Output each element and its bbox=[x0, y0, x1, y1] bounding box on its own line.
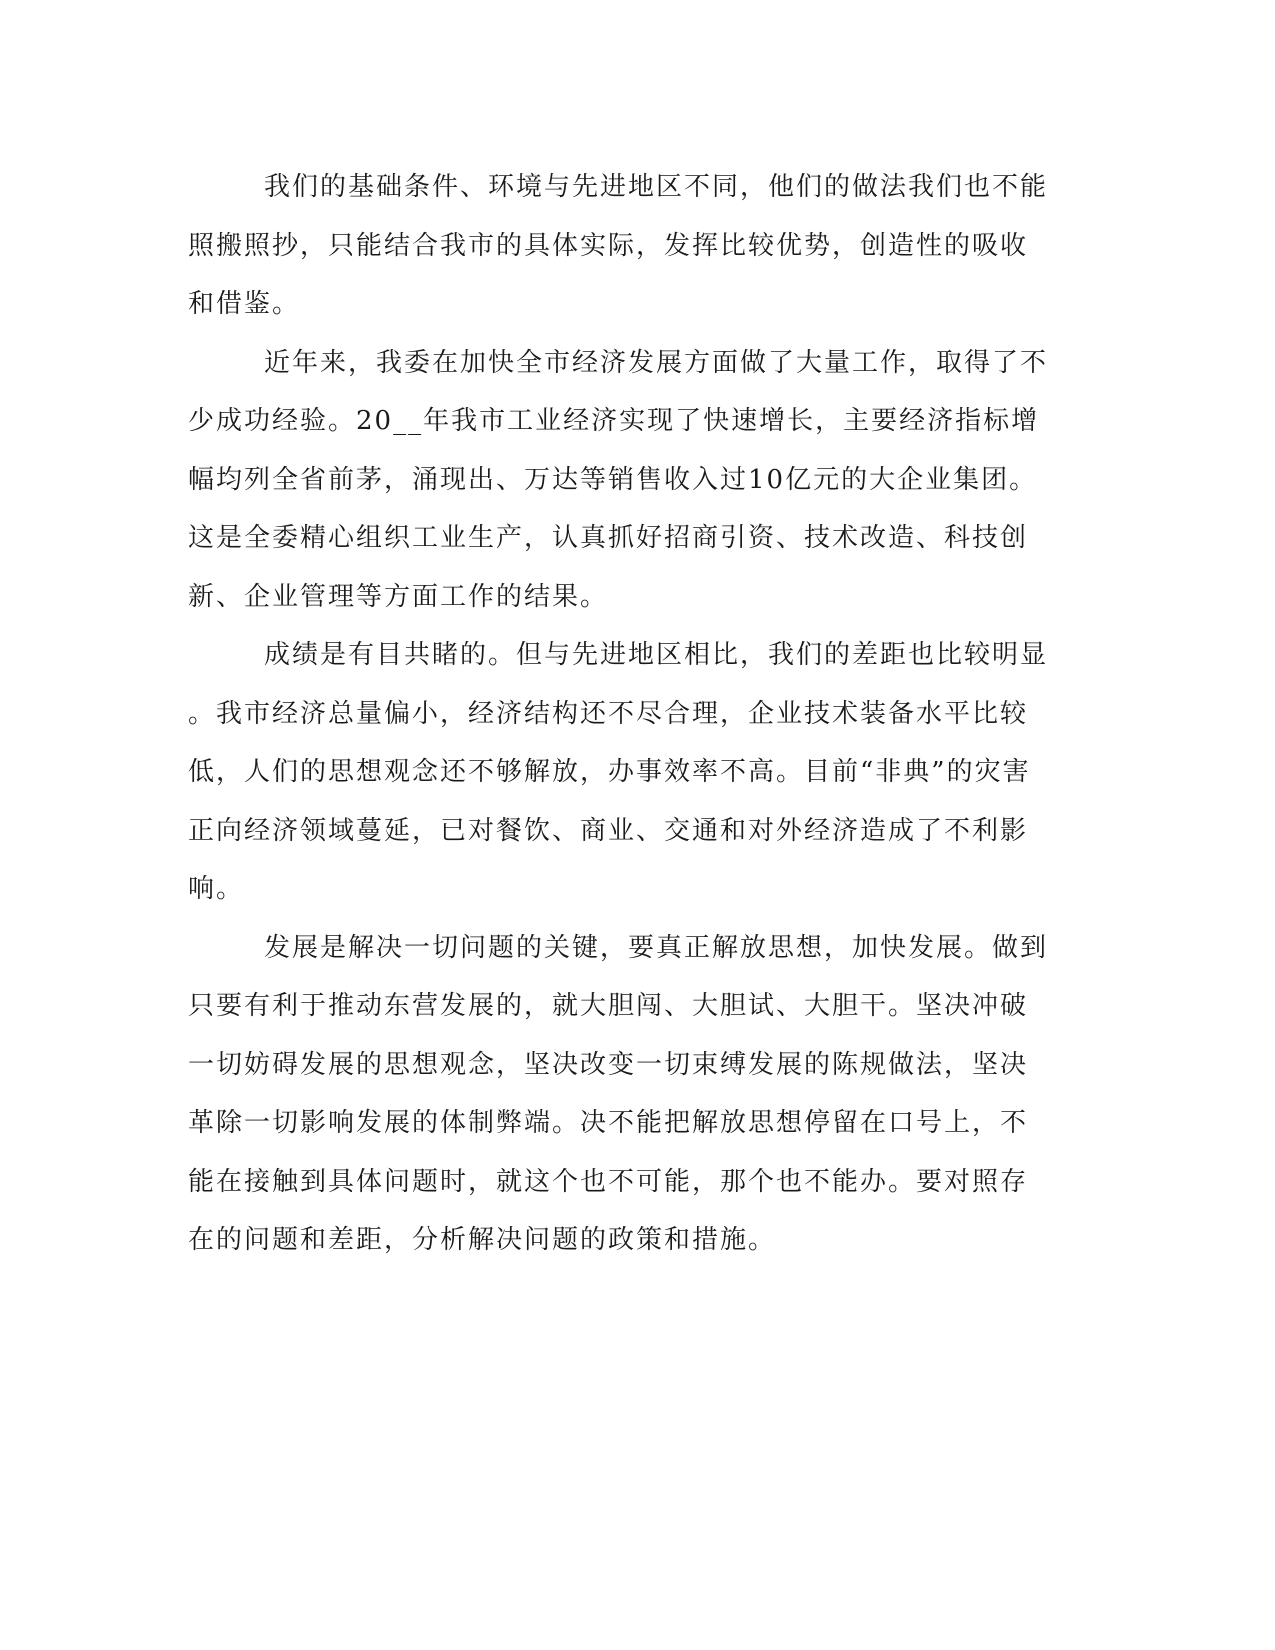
paragraph-line: 在的问题和差距，分析解决问题的政策和措施。 bbox=[188, 1225, 777, 1255]
paragraph-1 bbox=[188, 158, 1078, 334]
paragraph-line: 新、企业管理等方面工作的结果。 bbox=[188, 581, 609, 612]
paragraph-3 bbox=[188, 626, 1078, 919]
paragraph-2 bbox=[188, 334, 1078, 627]
paragraph-4 bbox=[188, 919, 1078, 1270]
paragraph-line: 和借鉴。 bbox=[188, 289, 301, 319]
paragraph-line: 革除一切影响发展的体制弊端。决不能把解放思想停留在口号上，不 bbox=[188, 1108, 1029, 1138]
paragraph-line: 响。 bbox=[188, 874, 245, 904]
paragraph-line: 照搬照抄，只能结合我市的具体实际，发挥比较优势，创造性的吸收 bbox=[188, 230, 1029, 261]
paragraph-line: 成绩是有目共睹的。但与先进地区相比，我们的差距也比较明显 bbox=[264, 640, 1049, 670]
paragraph-line: 一切妨碍发展的思想观念，坚决改变一切束缚发展的陈规做法，坚决 bbox=[188, 1049, 1029, 1080]
paragraph-line: 近年来，我委在加快全市经济发展方面做了大量工作，取得了不 bbox=[264, 347, 1049, 378]
paragraph-line: 幅均列全省前茅，涌现出、万达等销售收入过10亿元的大企业集团。 bbox=[188, 464, 1038, 495]
paragraph-line: 低，人们的思想观念还不够解放，办事效率不高。目前“非典”的灾害 bbox=[188, 757, 1031, 787]
paragraph-line: 。我市经济总量偏小，经济结构还不尽合理，企业技术装备水平比较 bbox=[188, 698, 1029, 729]
paragraph-line: 正向经济领域蔓延，已对餐饮、商业、交通和对外经济造成了不利影 bbox=[188, 815, 1029, 846]
paragraph-line: 少成功经验。20__年我市工业经济实现了快速增长，主要经济指标增 bbox=[188, 406, 1040, 436]
paragraph-line: 只要有利于推动东营发展的，就大胆闯、大胆试、大胆干。坚决冲破 bbox=[188, 991, 1029, 1021]
paragraph-line: 我们的基础条件、环境与先进地区不同，他们的做法我们也不能 bbox=[264, 172, 1049, 202]
paragraph-line: 这是全委精心组织工业生产，认真抓好招商引资、技术改造、科技创 bbox=[188, 523, 1029, 553]
document-body bbox=[188, 158, 1078, 1270]
paragraph-line: 发展是解决一切问题的关键，要真正解放思想，加快发展。做到 bbox=[264, 932, 1049, 963]
paragraph-line: 能在接触到具体问题时，就这个也不可能，那个也不能办。要对照存 bbox=[188, 1166, 1029, 1197]
